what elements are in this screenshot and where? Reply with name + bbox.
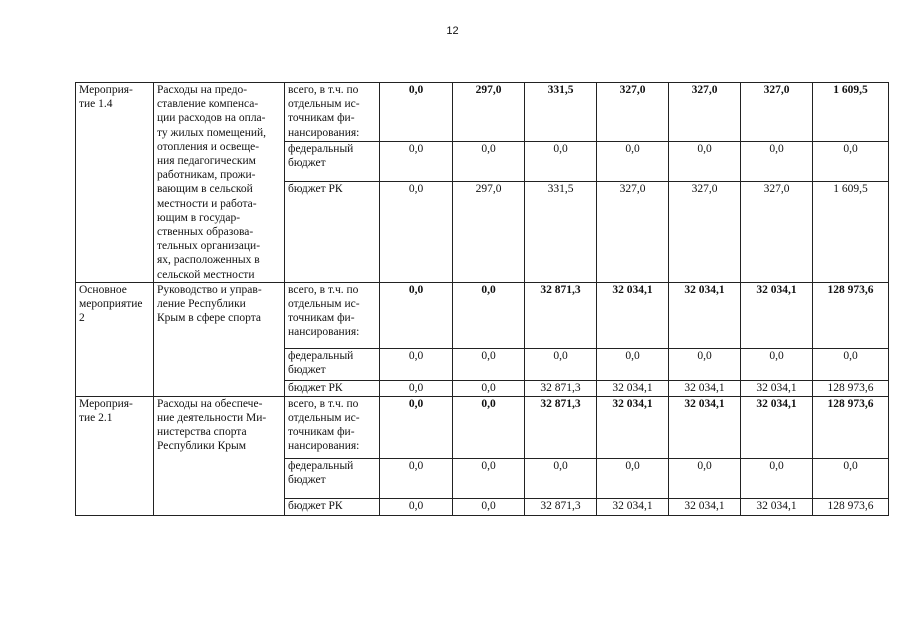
value-cell: 0,0 [453,348,525,380]
value-cell: 0,0 [741,348,813,380]
source-label: бюджет РК [285,182,380,282]
value-cell: 327,0 [741,182,813,282]
total-cell: 128 973,6 [813,380,889,396]
value-cell: 0,0 [741,458,813,498]
value-cell: 0,0 [597,141,669,182]
page-number: 12 [446,25,459,37]
total-cell: 0,0 [813,458,889,498]
value-cell: 0,0 [669,141,741,182]
value-cell: 32 034,1 [741,282,813,348]
activity-name: Расходы на обеспече- ние деятельности Ми- нистерства спорта Республики Крым [157,397,267,453]
value-cell: 0,0 [453,282,525,348]
value-cell: 0,0 [380,282,453,348]
value-cell: 0,0 [741,141,813,182]
value-cell: 327,0 [597,182,669,282]
value-cell: 0,0 [525,458,597,498]
total-cell: 0,0 [813,141,889,182]
value-cell: 32 034,1 [597,380,669,396]
source-label: всего, в т.ч. по отдельным ис- точникам фи- нансирования: [285,396,380,458]
value-cell: 32 034,1 [669,282,741,348]
total-cell: 1 609,5 [813,83,889,142]
value-cell: 327,0 [669,182,741,282]
value-cell: 32 871,3 [525,498,597,515]
value-cell: 32 034,1 [597,396,669,458]
value-cell: 0,0 [597,348,669,380]
value-cell: 0,0 [380,348,453,380]
value-cell: 0,0 [453,396,525,458]
activity-code-cell [76,83,154,283]
value-cell: 32 034,1 [669,380,741,396]
value-cell: 0,0 [525,141,597,182]
activity-name-cell [154,396,285,515]
source-label: федеральный бюджет [285,348,380,380]
value-cell: 331,5 [525,83,597,142]
value-cell: 0,0 [669,458,741,498]
source-label: всего, в т.ч. по отдельным ис- точникам фи- нансирования: [285,83,380,142]
value-cell: 32 034,1 [597,498,669,515]
value-cell: 327,0 [669,83,741,142]
budget-table-body [76,83,889,516]
activity-code: Мероприя- тие 2.1 [79,397,133,425]
value-cell: 0,0 [380,458,453,498]
total-cell: 0,0 [813,348,889,380]
source-label: федеральный бюджет [285,458,380,498]
value-cell: 0,0 [597,458,669,498]
value-cell: 0,0 [380,498,453,515]
total-cell: 128 973,6 [813,498,889,515]
activity-name: Руководство и управ- ление Республики Крым в сфере спорта [157,283,262,325]
source-label: бюджет РК [285,498,380,515]
value-cell: 327,0 [741,83,813,142]
table-row [76,282,889,348]
activity-code: Основное мероприятие 2 [79,283,143,325]
value-cell: 0,0 [453,458,525,498]
table-row [76,83,889,142]
value-cell: 32 034,1 [741,380,813,396]
activity-code-cell [76,396,154,515]
value-cell: 0,0 [453,380,525,396]
value-cell: 32 034,1 [669,498,741,515]
activity-name: Расходы на предо- ставление компенса- ции расходов на опла- ту жилых помещений, отопления и освеще- ния педагогическим работникам, прожи- вающим в сельской местности и работа- ющим в государ- ственных образова- тельных организаци- ях, расположенных в сельской местности [157,84,267,281]
source-label: бюджет РК [285,380,380,396]
value-cell: 32 871,3 [525,282,597,348]
activity-code-cell [76,282,154,396]
activity-name-cell [154,83,285,283]
source-label: федеральный бюджет [285,141,380,182]
value-cell: 32 871,3 [525,380,597,396]
value-cell: 32 034,1 [669,396,741,458]
table-row [76,396,889,458]
value-cell: 32 034,1 [597,282,669,348]
value-cell: 0,0 [380,83,453,142]
value-cell: 0,0 [453,141,525,182]
value-cell: 0,0 [380,141,453,182]
value-cell: 32 871,3 [525,396,597,458]
value-cell: 0,0 [380,380,453,396]
value-cell: 32 034,1 [741,498,813,515]
value-cell: 32 034,1 [741,396,813,458]
source-label: всего, в т.ч. по отдельным ис- точникам фи- нансирования: [285,282,380,348]
value-cell: 0,0 [380,396,453,458]
value-cell: 327,0 [597,83,669,142]
total-cell: 128 973,6 [813,396,889,458]
value-cell: 0,0 [453,498,525,515]
value-cell: 0,0 [380,182,453,282]
value-cell: 0,0 [669,348,741,380]
value-cell: 297,0 [453,182,525,282]
activity-code: Мероприя- тие 1.4 [79,84,133,111]
total-cell: 1 609,5 [813,182,889,282]
value-cell: 331,5 [525,182,597,282]
budget-table [75,82,889,516]
activity-name-cell [154,282,285,396]
value-cell: 0,0 [525,348,597,380]
total-cell: 128 973,6 [813,282,889,348]
value-cell: 297,0 [453,83,525,142]
